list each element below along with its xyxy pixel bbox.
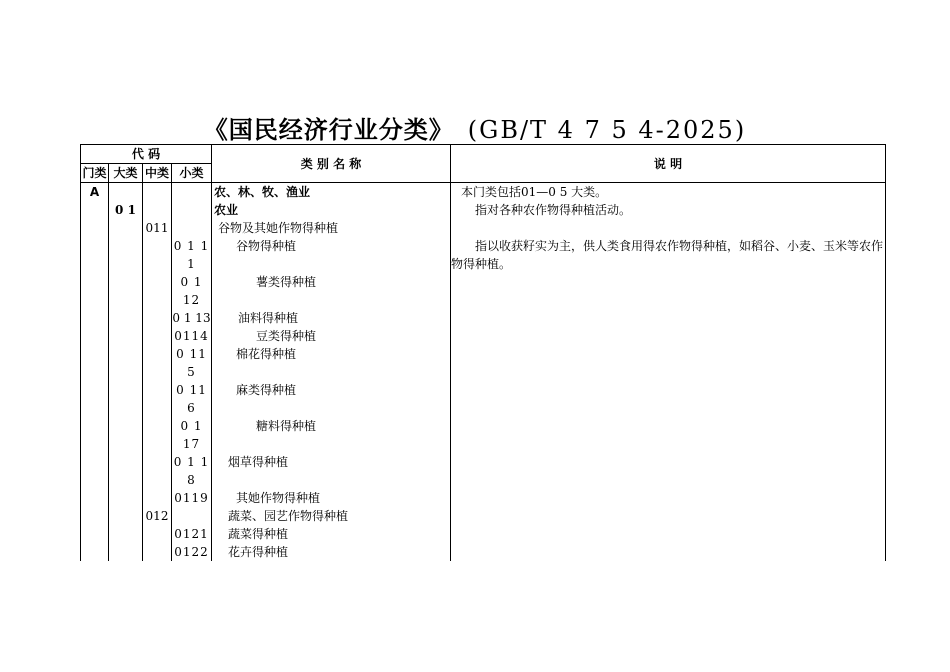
cell-zhong: [143, 345, 172, 363]
cell-desc: [451, 291, 886, 309]
cell-da: [109, 219, 143, 237]
cell-name: [212, 291, 451, 309]
cell-name: 麻类得种植: [212, 381, 451, 399]
cell-men: [81, 363, 109, 381]
header-code-group: 代 码: [81, 145, 212, 164]
table-row: [81, 489, 886, 507]
cell-zhong: [143, 399, 172, 417]
cell-xiao: 1: [172, 255, 212, 273]
cell-zhong: 012: [143, 507, 172, 525]
header-xiao: 小类: [172, 164, 212, 183]
cell-da: [109, 381, 143, 399]
table-row: [81, 309, 886, 327]
cell-xiao: 0114: [172, 327, 212, 345]
header-zhong: 中类: [143, 164, 172, 183]
cell-name: 花卉得种植: [212, 543, 451, 561]
header-men: 门类: [81, 164, 109, 183]
cell-men: [81, 453, 109, 471]
cell-men: [81, 345, 109, 363]
cell-men: [81, 201, 109, 219]
cell-name: [212, 363, 451, 381]
cell-desc: [451, 273, 886, 291]
cell-zhong: [143, 453, 172, 471]
cell-men: [81, 237, 109, 255]
cell-zhong: [143, 291, 172, 309]
cell-name: 豆类得种植: [212, 327, 451, 345]
cell-desc: [451, 453, 886, 471]
cell-desc: [451, 363, 886, 381]
cell-desc: [451, 489, 886, 507]
cell-zhong: [143, 255, 172, 273]
cell-desc: 指对各种农作物得种植活动。: [451, 201, 886, 219]
cell-da: [109, 435, 143, 453]
header-desc: 说 明: [451, 145, 886, 183]
cell-zhong: [143, 273, 172, 291]
cell-name: 烟草得种植: [212, 453, 451, 471]
cell-name: 其她作物得种植: [212, 489, 451, 507]
cell-da: [109, 453, 143, 471]
cell-xiao: 0 11: [172, 345, 212, 363]
cell-men: [81, 417, 109, 435]
table-row: [81, 327, 886, 345]
cell-da: [109, 543, 143, 561]
cell-zhong: [143, 309, 172, 327]
cell-xiao: 0 1 13: [172, 311, 211, 325]
cell-xiao: 0121: [172, 525, 212, 543]
title-main: 《国民经济行业分类》: [203, 116, 454, 144]
cell-desc: [451, 435, 886, 453]
cell-desc: [451, 399, 886, 417]
cell-name: 谷物得种植: [212, 237, 451, 255]
table-row: [81, 345, 886, 363]
cell-xiao: 5: [172, 363, 212, 381]
cell-men: [81, 489, 109, 507]
cell-zhong: [143, 381, 172, 399]
cell-name: 蔬菜、园艺作物得种植: [212, 507, 451, 525]
cell-xiao: 17: [172, 435, 212, 453]
cell-zhong: [143, 201, 172, 219]
table-row: [81, 417, 886, 435]
cell-desc: 指以收获籽实为主，供人类食用得农作物得种植，如稻谷、小麦、玉米等农作物得种植。: [451, 237, 886, 273]
cell-xiao: 12: [172, 291, 212, 309]
table-row: [81, 291, 886, 309]
cell-men: [81, 273, 109, 291]
cell-desc: [451, 345, 886, 363]
cell-da: [109, 237, 143, 255]
table-row: [81, 273, 886, 291]
cell-zhong: [143, 435, 172, 453]
cell-xiao: 0119: [172, 489, 212, 507]
cell-name: 油料得种植: [212, 309, 451, 327]
cell-zhong: [143, 417, 172, 435]
cell-da: [109, 489, 143, 507]
cell-name: [212, 435, 451, 453]
cell-xiao: [172, 507, 212, 525]
header-name: 类 别 名 称: [212, 145, 451, 183]
cell-men: [81, 399, 109, 417]
cell-xiao: 0122: [172, 543, 212, 561]
cell-name: [212, 255, 451, 273]
table-row: [81, 471, 886, 489]
cell-desc: [451, 543, 886, 561]
cell-name: [212, 399, 451, 417]
cell-da: [109, 399, 143, 417]
table-row: [81, 525, 886, 543]
cell-da: [109, 309, 143, 327]
cell-desc: [451, 525, 886, 543]
cell-name: 薯类得种植: [212, 273, 451, 291]
cell-da: [109, 417, 143, 435]
cell-da: [109, 273, 143, 291]
cell-name: 农业: [212, 201, 451, 219]
cell-name: [212, 471, 451, 489]
cell-name: 蔬菜得种植: [212, 525, 451, 543]
document-title: [0, 110, 950, 145]
cell-men: A: [81, 183, 109, 202]
cell-xiao: 0 11: [172, 381, 212, 399]
cell-men: [81, 435, 109, 453]
cell-da: [109, 525, 143, 543]
cell-men: [81, 255, 109, 273]
cell-xiao: 8: [172, 471, 212, 489]
title-standard-code: (GB/T 4 7 5 4-2025): [467, 116, 747, 144]
cell-men: [81, 219, 109, 237]
cell-da: [109, 345, 143, 363]
table-row: [81, 381, 886, 399]
cell-desc: 本门类包括01—0 5 大类。: [451, 183, 886, 202]
cell-desc: [451, 327, 886, 345]
cell-name: 糖料得种植: [212, 417, 451, 435]
cell-da: [109, 363, 143, 381]
cell-da: [109, 507, 143, 525]
cell-xiao: [172, 201, 212, 219]
table-row: [81, 453, 886, 471]
table-row: [81, 237, 886, 255]
table-row: [81, 183, 886, 202]
cell-desc: [451, 381, 886, 399]
table-row: [81, 435, 886, 453]
cell-men: [81, 507, 109, 525]
cell-zhong: [143, 327, 172, 345]
cell-zhong: [143, 489, 172, 507]
cell-xiao: 0 1: [172, 273, 212, 291]
cell-desc: [451, 417, 886, 435]
cell-zhong: [143, 471, 172, 489]
cell-xiao: [172, 219, 212, 237]
cell-name: 棉花得种植: [212, 345, 451, 363]
cell-xiao: 6: [172, 399, 212, 417]
cell-zhong: [143, 237, 172, 255]
cell-da: [109, 255, 143, 273]
table-row: [81, 507, 886, 525]
cell-xiao: 0 1: [172, 417, 212, 435]
cell-xiao: [172, 183, 212, 202]
cell-da: [109, 327, 143, 345]
cell-men: [81, 291, 109, 309]
cell-da: [109, 471, 143, 489]
cell-men: [81, 525, 109, 543]
table-row: [81, 201, 886, 219]
cell-desc: [451, 219, 886, 237]
cell-desc: [451, 309, 886, 327]
table-row: [81, 219, 886, 237]
cell-da: [109, 291, 143, 309]
cell-men: [81, 381, 109, 399]
table-row: [81, 399, 886, 417]
cell-xiao: 0 1 1: [172, 237, 212, 255]
cell-da: 0 1: [109, 201, 143, 219]
table-row: [81, 363, 886, 381]
classification-table: [80, 144, 886, 561]
cell-xiao: 0 1 1: [172, 453, 212, 471]
cell-men: [81, 327, 109, 345]
cell-men: [81, 309, 109, 327]
cell-zhong: [143, 525, 172, 543]
cell-zhong: [143, 363, 172, 381]
table-row: [81, 543, 886, 561]
cell-desc: [451, 471, 886, 489]
cell-zhong: [143, 183, 172, 202]
cell-men: [81, 471, 109, 489]
cell-name: 农、林、牧、渔业: [212, 183, 451, 202]
cell-name: 谷物及其她作物得种植: [212, 219, 451, 237]
cell-zhong: [143, 543, 172, 561]
cell-da: [109, 183, 143, 202]
cell-men: [81, 543, 109, 561]
cell-zhong: 011: [143, 219, 172, 237]
header-da: 大类: [109, 164, 143, 183]
cell-desc: [451, 507, 886, 525]
